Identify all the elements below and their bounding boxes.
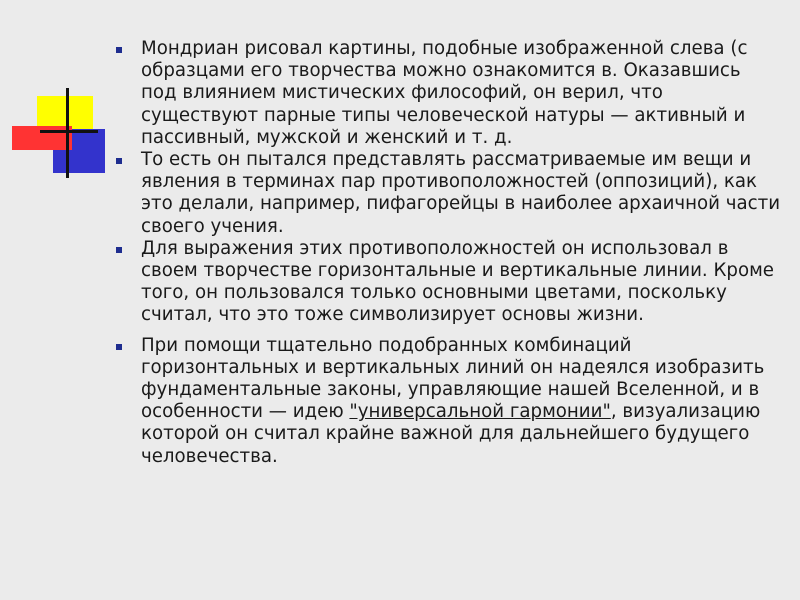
universal-harmony-link[interactable]: "универсальной гармонии" (349, 401, 611, 423)
bullet-text: То есть он пытался представлять рассматриваемые им вещи и явления в терминах пар противоположностей (оппозиций), как это делали, например, пифагорейцы в наиболее архаичной части своего учения. (141, 149, 781, 237)
bullet-text-start: При помощи тщательно подобранных комбинаций горизонтальных и вертикальных линий он надеялся изобразить фундаментальные законы, управляющие нашей Вселенной, и в особенности — идею (141, 334, 765, 423)
bullet-square-icon (116, 47, 122, 53)
bullet-text: Мондриан рисовал картины, подобные изображенной слева (с образцами его творчества можно ознакомится в. Оказавшись под влиянием мистических философий, он верил, что существуют парные типы человеческой натуры — активный и пассивный, мужской и женский и т. д. (141, 38, 748, 148)
bullet-square-icon (116, 247, 122, 253)
bullet-list (112, 38, 782, 476)
bullet-item-2 (112, 149, 782, 238)
bullet-item-1 (112, 38, 782, 149)
bullet-item-4 (112, 335, 782, 468)
bullet-square-icon (116, 344, 122, 350)
bullet-item-3 (112, 238, 782, 327)
bullet-square-icon (116, 158, 122, 164)
bullet-text: Для выражения этих противоположностей он использовал в своем творчестве горизонтальные и вертикальные линии. Кроме того, он пользовался только основными цветами, поскольку считал, что это тоже символизирует основы жизни. (141, 237, 774, 326)
vertical-line (66, 88, 69, 178)
bullet-text-end: , визуализацию которой он считал крайне важной для дальнейшего будущего человечества. (141, 401, 761, 467)
horizontal-line (40, 130, 98, 133)
